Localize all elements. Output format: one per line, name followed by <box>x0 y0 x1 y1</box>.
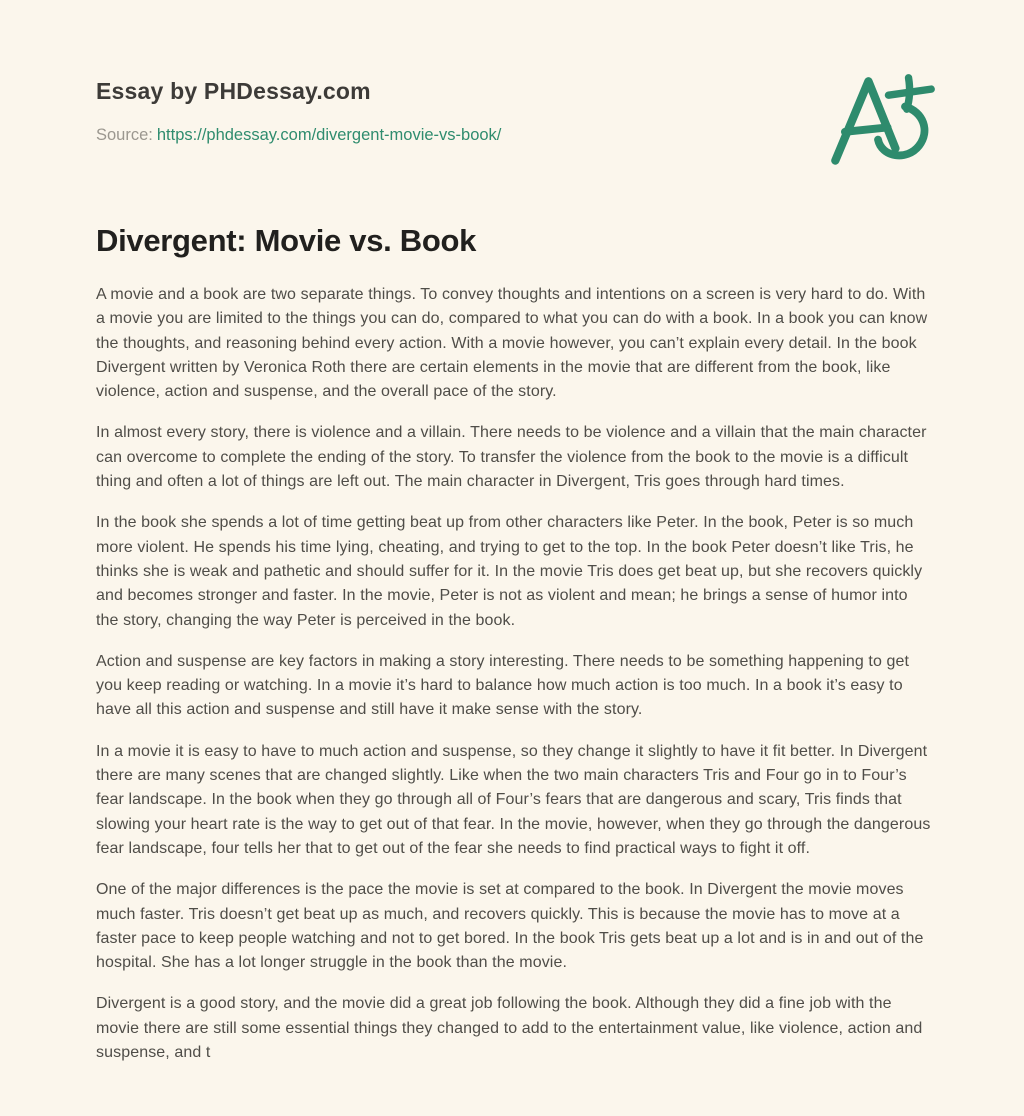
essay-paragraph: Divergent is a good story, and the movie did a great job following the book. Although they did a fine job with the movie there are still some essential things they changed to add to the entertainment value, like violence, action and suspense, and t <box>96 995 923 1062</box>
essay-paragraph: One of the major differences is the pace the movie is set at compared to the book. In Divergent the movie moves much faster. Tris doesn’t get beat up as much, and recovers quickly. This is because the movie has to move at a faster pace to keep people watching and not to get bored. In the book Tris gets beat up a lot and is in and out of the hospital. She has a lot longer struggle in the book than the movie. <box>96 881 924 972</box>
byline-title: Essay by PHDessay.com <box>96 78 371 104</box>
a-plus-logo-icon <box>824 66 946 168</box>
page-header <box>96 0 928 145</box>
essay-body <box>96 283 932 1065</box>
essay-paragraph: In almost every story, there is violence and a villain. There needs to be violence and a villain that the main character can overcome to complete the ending of the story. To transfer the violence from the book to the movie is a difficult thing and often a lot of things are left out. The main character in Divergent, Tris goes through hard times. <box>96 424 927 491</box>
essay-paragraph: A movie and a book are two separate things. To convey thoughts and intentions on a screen is very hard to do. With a movie you are limited to the things you can do, compared to what you can do with a book. In a book you can know the thoughts, and reasoning behind every action. With a movie however, you can’t explain every detail. In the book Divergent written by Veronica Roth there are certain elements in the movie that are different from the book, like violence, action and suspense, and the overall pace of the story. <box>96 286 928 401</box>
essay-paragraph: Action and suspense are key factors in making a story interesting. There needs to be something happening to get you keep reading or watching. In a movie it’s hard to balance how much action is too much. In a book it’s easy to have all this action and suspense and still have it make sense with the story. <box>96 652 910 719</box>
essay-title: Divergent: Movie vs. Book <box>96 223 477 258</box>
essay-paragraph: In a movie it is easy to have to much action and suspense, so they change it slightly to have it fit better. In Divergent there are many scenes that are changed slightly. Like when the two main characters Tris and Four go in to Four’s fear landscape. In the book when they go through all of Four’s fears that are dangerous and scary, Tris finds that slowing your heart rate is the way to get out of that fear. In the movie, however, when they go through the dangerous fear landscape, four tells her that to get out of the fear she needs to find practical ways to fight it off. <box>96 742 931 857</box>
essay-paragraph: In the book she spends a lot of time getting beat up from other characters like Peter. In the book, Peter is so much more violent. He spends his time lying, cheating, and trying to get to the top. In the book Peter doesn’t like Tris, he thinks she is weak and pathetic and should suffer for it. In the movie Tris does get beat up, but she recovers quickly and becomes stronger and faster. In the movie, Peter is not as violent and mean; he brings a sense of humor into the story, changing the way Peter is perceived in the book. <box>96 514 923 629</box>
source-url-link[interactable]: https://phdessay.com/divergent-movie-vs-book/ <box>156 126 502 144</box>
source-label: Source: <box>96 126 153 144</box>
source-line <box>96 126 928 145</box>
